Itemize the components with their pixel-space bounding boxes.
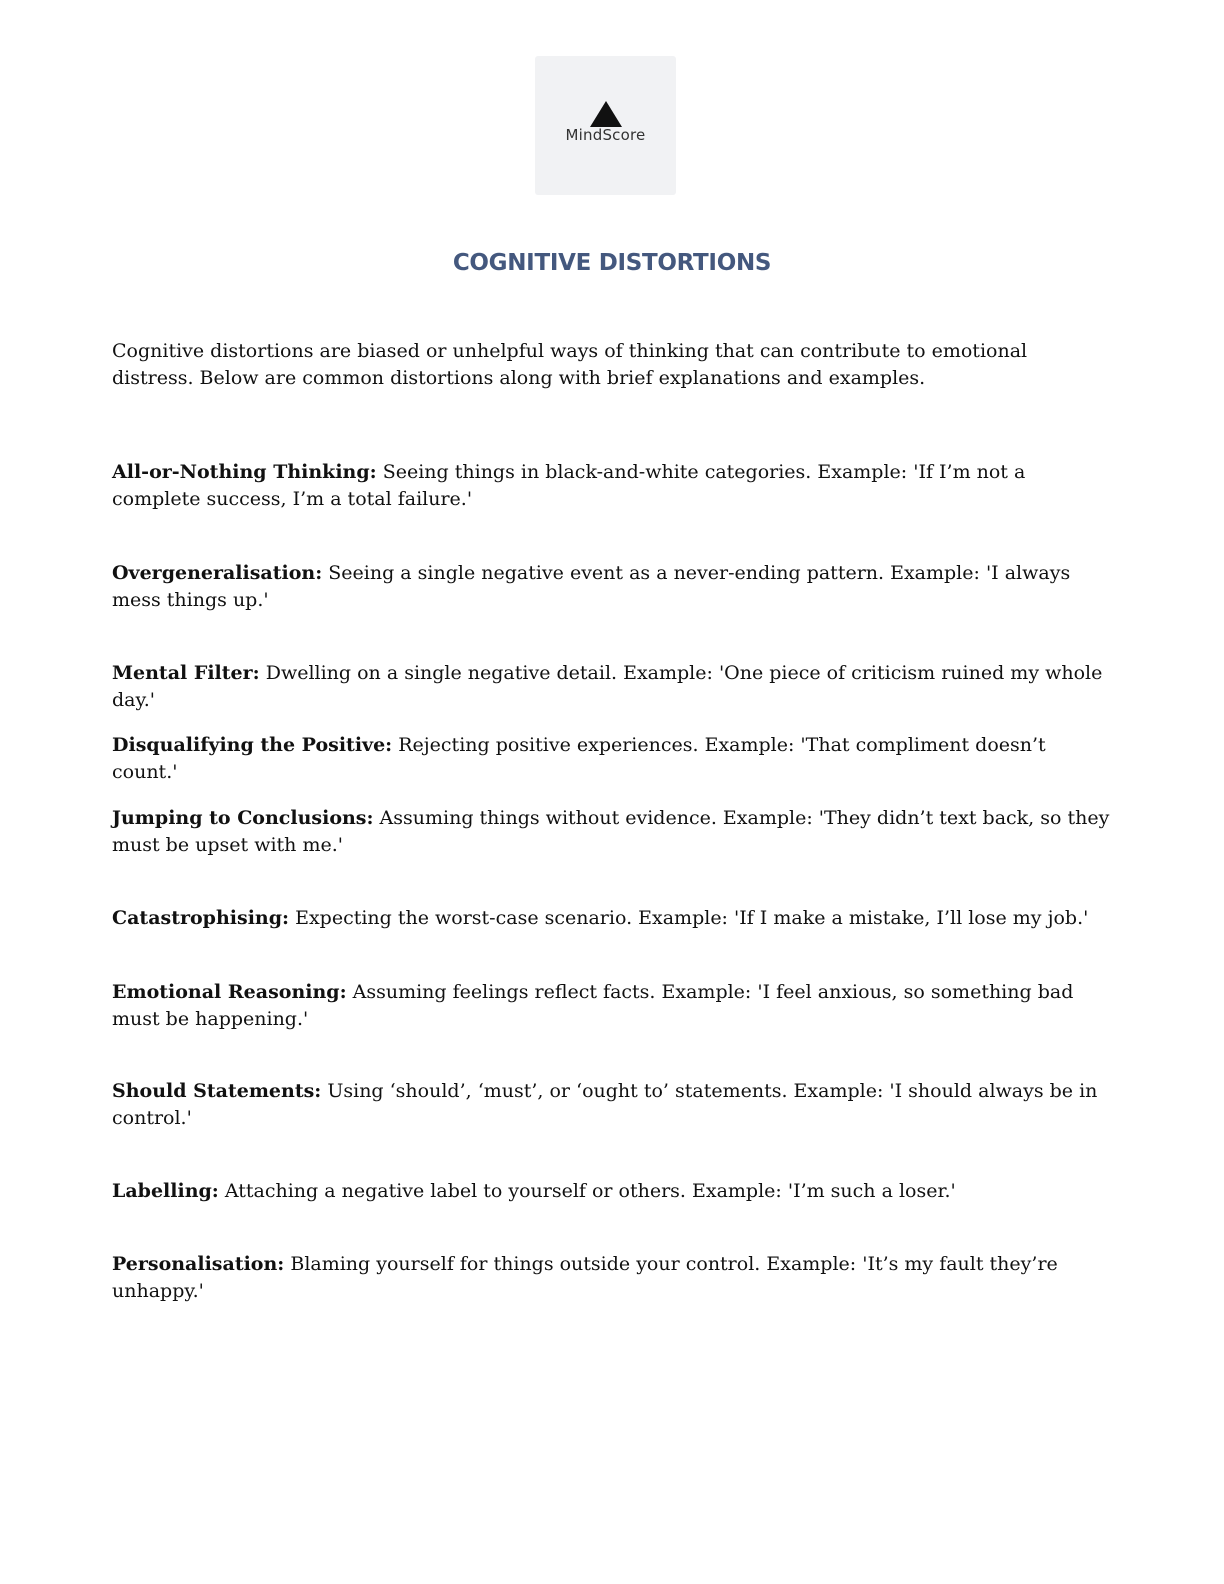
distortion-entry [112,1078,1112,1132]
logo [535,56,676,195]
distortion-term: Emotional Reasoning: [112,981,347,1003]
distortion-term: Overgeneralisation: [112,562,323,584]
distortion-description: Seeing a single negative event as a never-ending pattern. Example: 'I always mess things up.' [112,562,1071,611]
distortion-description: Assuming feelings reflect facts. Example: 'I feel anxious, so something bad must be happening.' [112,981,1074,1030]
distortion-term: All-or-Nothing Thinking: [112,461,377,483]
distortion-description: Using ‘should’, ‘must’, or ‘ought to’ statements. Example: 'I should always be in control.' [112,1080,1098,1129]
intro-paragraph: Cognitive distortions are biased or unhelpful ways of thinking that can contribute to emotional distress. Below are common distortions along with brief explanations and examples. [112,340,1028,389]
distortion-entry [112,660,1112,714]
distortion-description: Blaming yourself for things outside your control. Example: 'It’s my fault they’re unhappy.' [112,1253,1058,1302]
distortion-description: Attaching a negative label to yourself or others. Example: 'I’m such a loser.' [218,1180,956,1202]
distortion-term: Personalisation: [112,1253,285,1275]
distortion-term: Disqualifying the Positive: [112,734,393,756]
page-title: COGNITIVE DISTORTIONS [452,250,772,276]
distortion-entry [112,732,1112,786]
distortion-entry [112,1251,1112,1305]
distortion-description: Assuming things without evidence. Example: 'They didn’t text back, so they must be upset with me.' [112,807,1110,856]
distortion-term: Catastrophising: [112,907,290,929]
distortion-term: Jumping to Conclusions: [112,807,374,829]
distortion-entry [112,459,1112,513]
distortion-entry [112,805,1112,859]
distortion-description: Dwelling on a single negative detail. Example: 'One piece of criticism ruined my whole day.' [112,662,1103,711]
distortion-description: Expecting the worst-case scenario. Example: 'If I make a mistake, I’ll lose my job.' [289,907,1089,929]
distortion-term: Mental Filter: [112,662,260,684]
triangle-icon [590,101,622,127]
distortion-entry [112,905,1112,932]
distortion-term: Should Statements: [112,1080,322,1102]
distortion-entry [112,979,1112,1033]
distortion-entry [112,1178,1112,1205]
distortion-term: Labelling: [112,1180,219,1202]
distortion-description: Seeing things in black-and-white categories. Example: 'If I’m not a complete success, I’m a total failure.' [112,461,1026,510]
logo-text: MindScore [565,126,646,144]
distortion-entry [112,560,1112,614]
distortion-description: Rejecting positive experiences. Example: 'That compliment doesn’t count.' [112,734,1046,783]
